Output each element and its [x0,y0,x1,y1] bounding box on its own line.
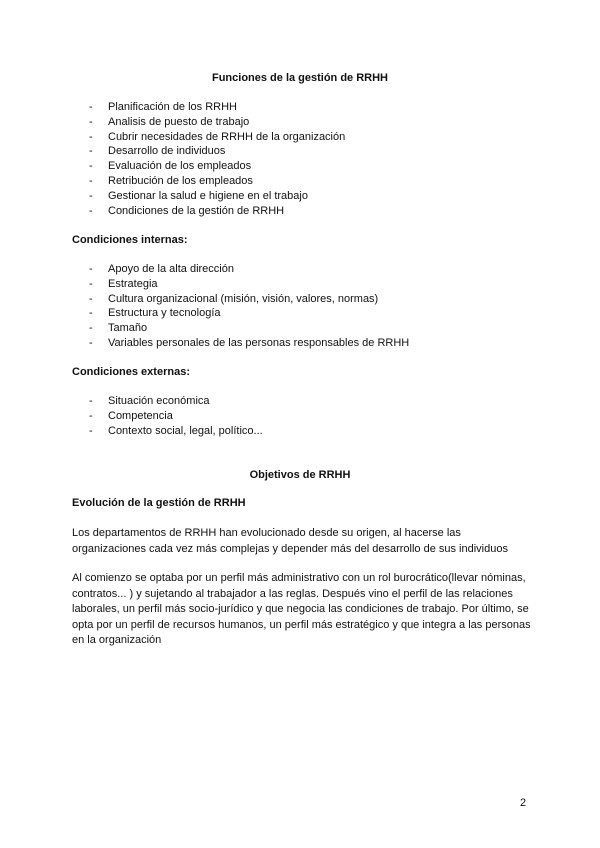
list-item [89,336,409,351]
list-item-text: Desarrollo de individuos [108,145,226,158]
list-item [89,277,409,292]
heading-condiciones-internas: Condiciones internas: [72,234,188,246]
bullet-dash: - [89,263,93,275]
list-item-text: Estructura y tecnología [108,307,221,320]
list-item-text: Planificación de los RRHH [108,101,237,113]
bullet-dash: - [89,189,93,202]
list-item [89,174,345,189]
list-item [89,100,345,115]
bullet-dash: - [89,307,93,320]
heading-condiciones-externas: Condiciones externas: [72,366,190,378]
bullet-dash: - [89,130,93,143]
list-item [89,292,409,307]
list-condiciones-externas [89,394,263,438]
list-item-text: Estrategia [108,277,158,290]
paragraph-evolucion-2: Al comienzo se optaba por un perfil más administrativo con un rol burocrático(llevar nóminas, contratos... ) y sujetando al trabajador a las reglas. Después vino el perfil de las relaciones laborales, un perfil más socio-jurídico y que negocia las condiciones de trabajo. Por último, se opta por un perfil de recursos humanos, un perfil más estratégico y que integra a las personas en la organización [72,572,531,646]
list-item [89,115,345,130]
bullet-dash: - [89,160,93,173]
list-item [89,424,263,439]
page-number: 2 [520,797,527,809]
bullet-dash: - [89,204,93,217]
list-item [89,159,345,174]
heading-evolucion: Evolución de la gestión de RRHH [72,497,246,509]
bullet-dash: - [89,277,93,290]
list-item [89,189,345,204]
list-item-text: Gestionar la salud e higiene en el trabajo [108,189,308,202]
title-objetivos: Objetivos de RRHH [249,469,351,481]
list-item-text: Cubrir necesidades de RRHH de la organización [108,130,346,143]
bullet-dash: - [89,336,93,349]
bullet-dash: - [89,424,93,437]
list-item-text: Contexto social, legal, político... [108,424,263,437]
paragraph-evolucion-1: Los departamentos de RRHH han evolucionado desde su origen, al hacerse las organizaciones cada vez más complejas y depender más del desarrollo de sus individuos [72,527,508,555]
list-item-text: Variables personales de las personas responsables de RRHH [108,336,410,349]
list-item [89,262,409,277]
list-item [89,130,345,145]
bullet-dash: - [89,409,93,422]
list-item [89,321,409,336]
title-funciones: Funciones de la gestión de RRHH [211,72,389,84]
list-item-text: Competencia [108,409,173,422]
list-item-text: Analisis de puesto de trabajo [108,115,250,128]
list-item-text: Situación económica [108,395,210,407]
bullet-dash: - [89,322,93,335]
bullet-dash: - [89,292,93,305]
list-item [89,394,263,409]
bullet-dash: - [89,115,93,128]
bullet-dash: - [89,395,93,407]
list-item [89,204,345,219]
list-funciones [89,100,345,218]
list-item [89,409,263,424]
list-condiciones-internas [89,262,409,351]
list-item-text: Tamaño [108,322,148,335]
list-item-text: Cultura organizacional (misión, visión, valores, normas) [108,292,379,305]
list-item-text: Evaluación de los empleados [108,160,252,173]
list-item [89,144,345,159]
list-item-text: Retribución de los empleados [108,174,253,187]
bullet-dash: - [89,145,93,158]
bullet-dash: - [89,101,93,113]
list-item-text: Condiciones de la gestión de RRHH [108,204,285,217]
list-item-text: Apoyo de la alta dirección [108,263,234,275]
list-item [89,306,409,321]
bullet-dash: - [89,174,93,187]
